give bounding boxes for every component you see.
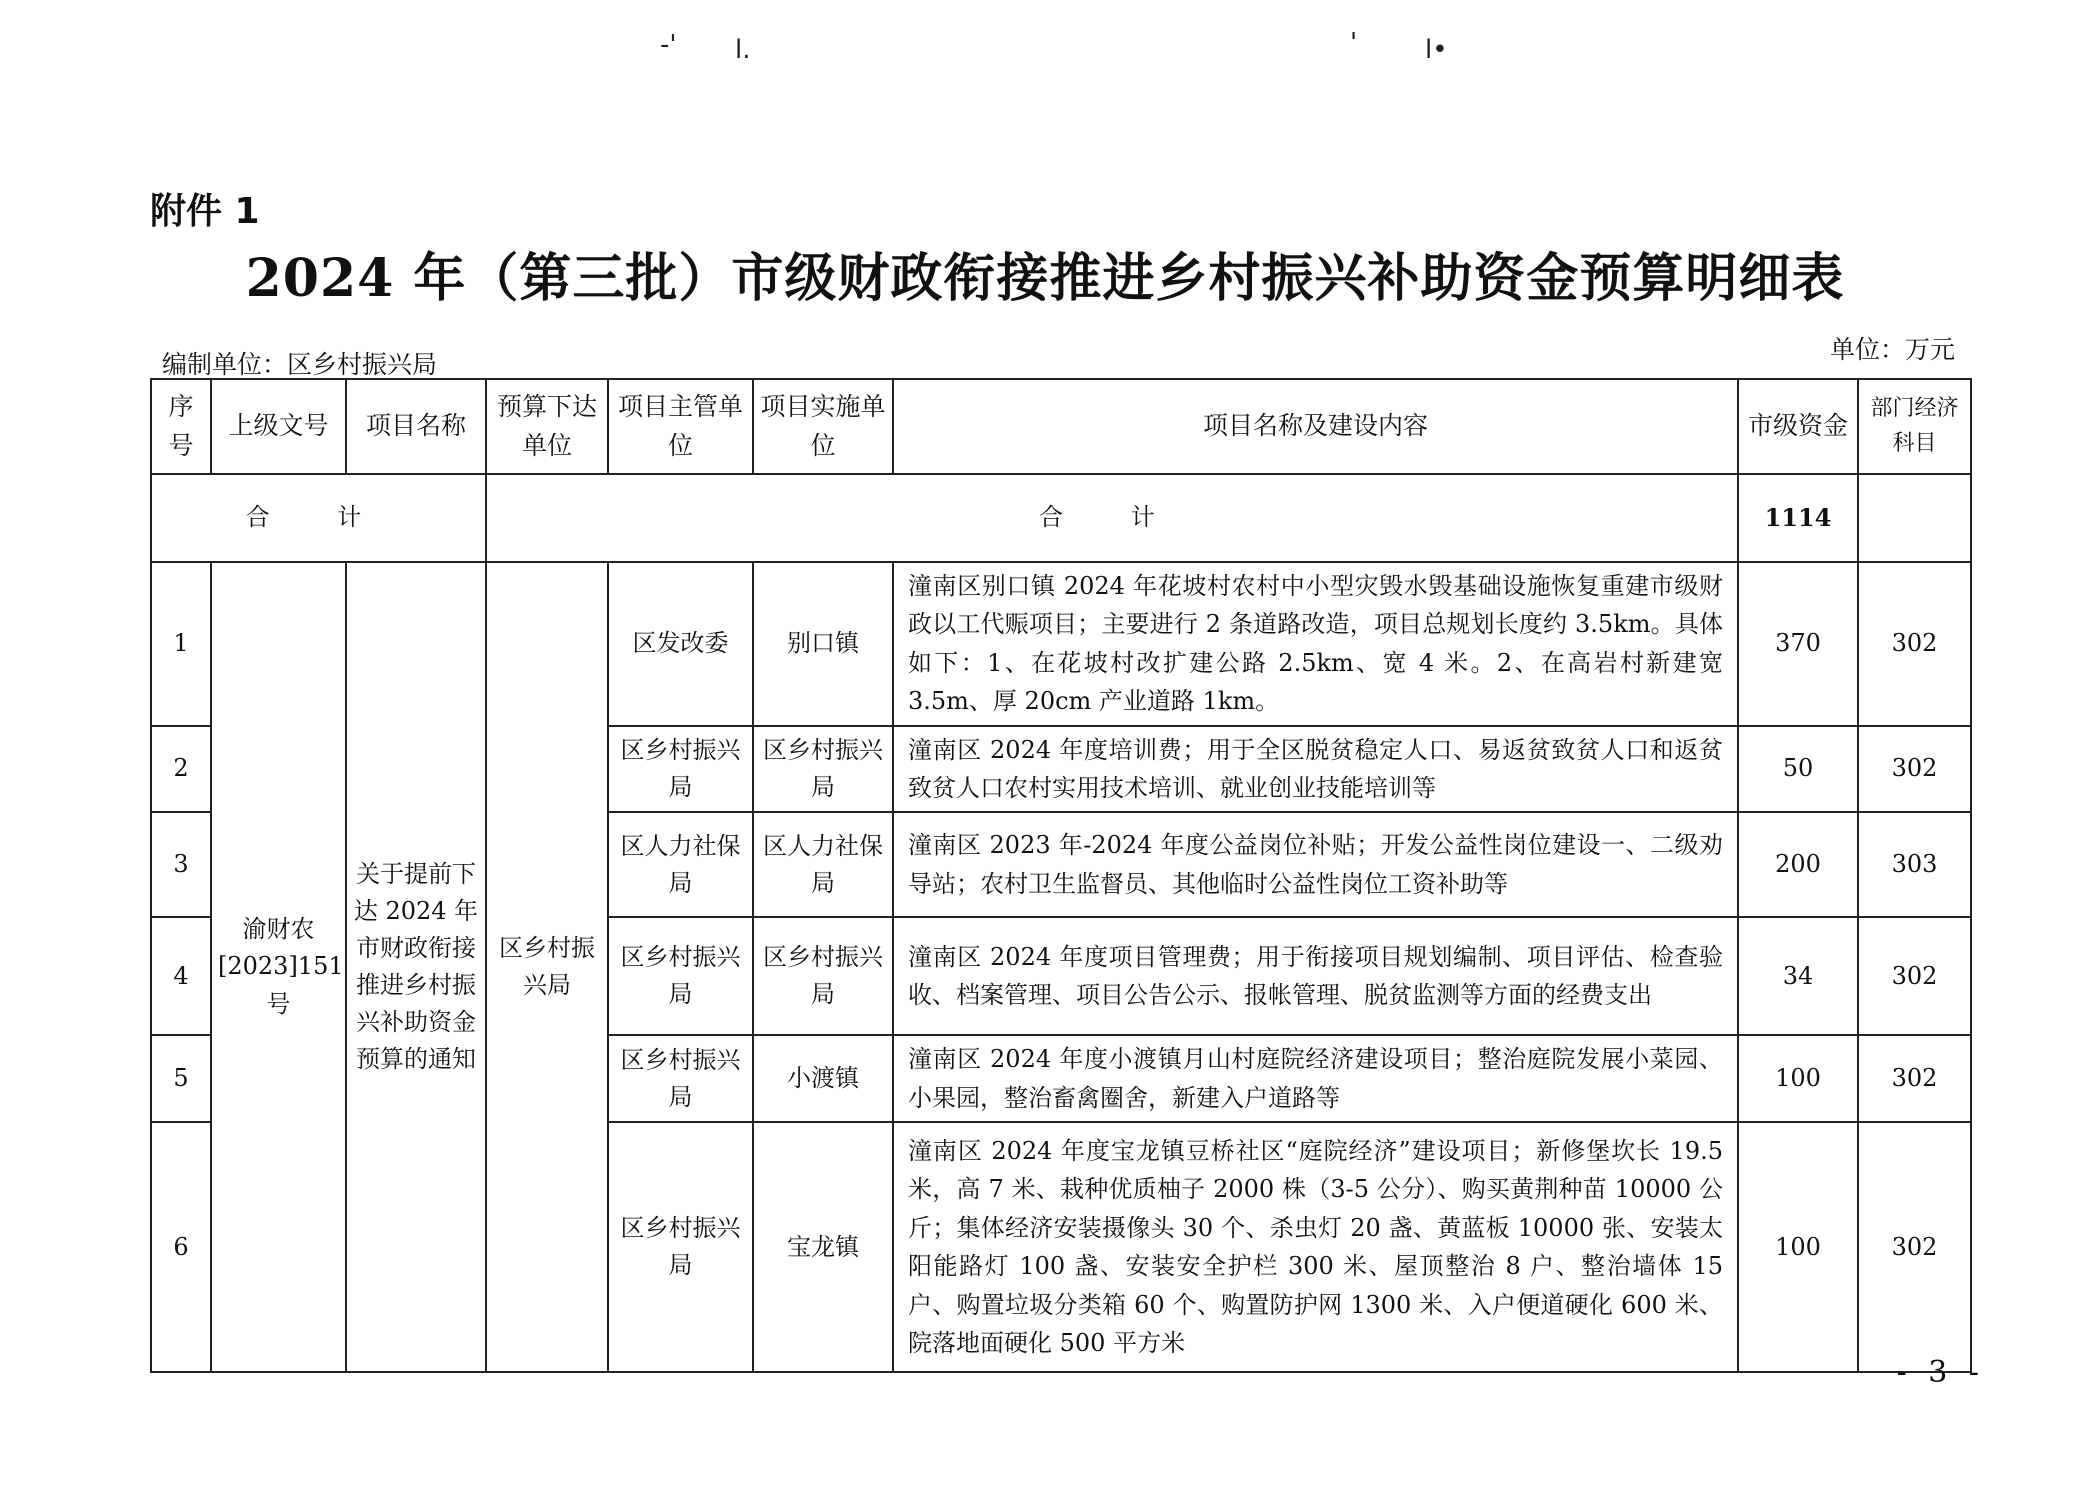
row-seq: 3 — [151, 812, 211, 917]
row-content: 潼南区别口镇 2024 年花坡村农村中小型灾毁水毁基础设施恢复重建市级财政以工代赈项目；主要进行 2 条道路改造，项目总规划长度约 3.5km。具体如下：1、在花坡村改扩建公路 2.5km、宽 4 米。2、在高岩村新建宽 3.5m、厚 20cm 产业道路 1km。 — [893, 562, 1738, 726]
row-content: 潼南区 2024 年度小渡镇月山村庭院经济建设项目；整治庭院发展小菜园、小果园，整治畜禽圈舍，新建入户道路等 — [893, 1035, 1738, 1122]
row-econ: 302 — [1858, 917, 1971, 1035]
row-econ: 302 — [1858, 1122, 1971, 1372]
row-amount: 34 — [1738, 917, 1858, 1035]
row-seq: 2 — [151, 726, 211, 813]
budget-table — [150, 378, 1972, 1373]
row-content: 潼南区 2024 年度项目管理费；用于衔接项目规划编制、项目评估、检查验收、档案管理、项目公告公示、报帐管理、脱贫监测等方面的经费支出 — [893, 917, 1738, 1035]
header-city-funds: 市级资金 — [1738, 379, 1858, 474]
header-row — [151, 379, 1971, 474]
attachment-label: 附件 1 — [150, 191, 260, 232]
row-amount: 50 — [1738, 726, 1858, 813]
total-label-mid: 合 计 — [486, 474, 1738, 562]
scan-artifact: -' — [660, 30, 677, 60]
total-amount: 1114 — [1738, 474, 1858, 562]
scan-artifact: l. — [735, 35, 751, 65]
document-title: 2024 年（第三批）市级财政衔接推进乡村振兴补助资金预算明细表 — [245, 248, 1845, 309]
row-amount: 200 — [1738, 812, 1858, 917]
total-row — [151, 474, 1971, 562]
row-amount: 100 — [1738, 1035, 1858, 1122]
row-implementing-unit: 宝龙镇 — [753, 1122, 893, 1372]
row-econ: 302 — [1858, 726, 1971, 813]
header-econ-subject: 部门经济科目 — [1858, 379, 1971, 474]
row-managing-unit: 区乡村振兴局 — [608, 1035, 753, 1122]
project-name-cell: 关于提前下达 2024 年市财政衔接推进乡村振兴补助资金预算的通知 — [346, 562, 486, 1372]
budget-unit-cell: 区乡村振兴局 — [486, 562, 608, 1372]
compiler-unit: 编制单位：区乡村振兴局 — [162, 350, 438, 379]
row-managing-unit: 区发改委 — [608, 562, 753, 726]
row-managing-unit: 区乡村振兴局 — [608, 917, 753, 1035]
table-row — [151, 562, 1971, 726]
scan-artifact: ' — [1350, 28, 1358, 58]
header-implementing-unit: 项目实施单位 — [753, 379, 893, 474]
row-implementing-unit: 别口镇 — [753, 562, 893, 726]
row-seq: 1 — [151, 562, 211, 726]
page-number: - 3 - — [1896, 1355, 1985, 1390]
header-project-name: 项目名称 — [346, 379, 486, 474]
row-implementing-unit: 区人力社保局 — [753, 812, 893, 917]
row-content: 潼南区 2024 年度培训费；用于全区脱贫稳定人口、易返贫致贫人口和返贫致贫人口农村实用技术培训、就业创业技能培训等 — [893, 726, 1738, 813]
row-seq: 4 — [151, 917, 211, 1035]
row-implementing-unit: 区乡村振兴局 — [753, 917, 893, 1035]
row-managing-unit: 区乡村振兴局 — [608, 726, 753, 813]
parent-doc-cell: 渝财农[2023]151号 — [211, 562, 346, 1372]
header-content: 项目名称及建设内容 — [893, 379, 1738, 474]
row-econ: 303 — [1858, 812, 1971, 917]
row-amount: 370 — [1738, 562, 1858, 726]
header-parent-doc: 上级文号 — [211, 379, 346, 474]
row-econ: 302 — [1858, 562, 1971, 726]
row-content: 潼南区 2023 年-2024 年度公益岗位补贴；开发公益性岗位建设一、二级劝导站；农村卫生监督员、其他临时公益性岗位工资补助等 — [893, 812, 1738, 917]
header-seq: 序号 — [151, 379, 211, 474]
header-managing-unit: 项目主管单位 — [608, 379, 753, 474]
total-econ — [1858, 474, 1971, 562]
amount-unit: 单位：万元 — [1829, 335, 1955, 364]
row-managing-unit: 区乡村振兴局 — [608, 1122, 753, 1372]
row-seq: 6 — [151, 1122, 211, 1372]
total-label: 合 计 — [151, 474, 486, 562]
row-econ: 302 — [1858, 1035, 1971, 1122]
row-implementing-unit: 小渡镇 — [753, 1035, 893, 1122]
header-budget-unit: 预算下达单位 — [486, 379, 608, 474]
row-content: 潼南区 2024 年度宝龙镇豆桥社区“庭院经济”建设项目；新修堡坎长 19.5 米，高 7 米、栽种优质柚子 2000 株（3-5 公分）、购买黄荆种苗 10000 公斤；集体经济安装摄像头 30 个、杀虫灯 20 盏、黄蓝板 10000 张、安装太阳能路灯 100 盏、安装安全护栏 300 米、屋顶整治 8 户、整治墙体 15 户、购置垃圾分类箱 60 个、购置防护网 1300 米、入户便道硬化 600 米、院落地面硬化 500 平方米 — [893, 1122, 1738, 1372]
row-managing-unit: 区人力社保局 — [608, 812, 753, 917]
scan-artifact: l• — [1425, 35, 1448, 65]
row-seq: 5 — [151, 1035, 211, 1122]
row-implementing-unit: 区乡村振兴局 — [753, 726, 893, 813]
row-amount: 100 — [1738, 1122, 1858, 1372]
